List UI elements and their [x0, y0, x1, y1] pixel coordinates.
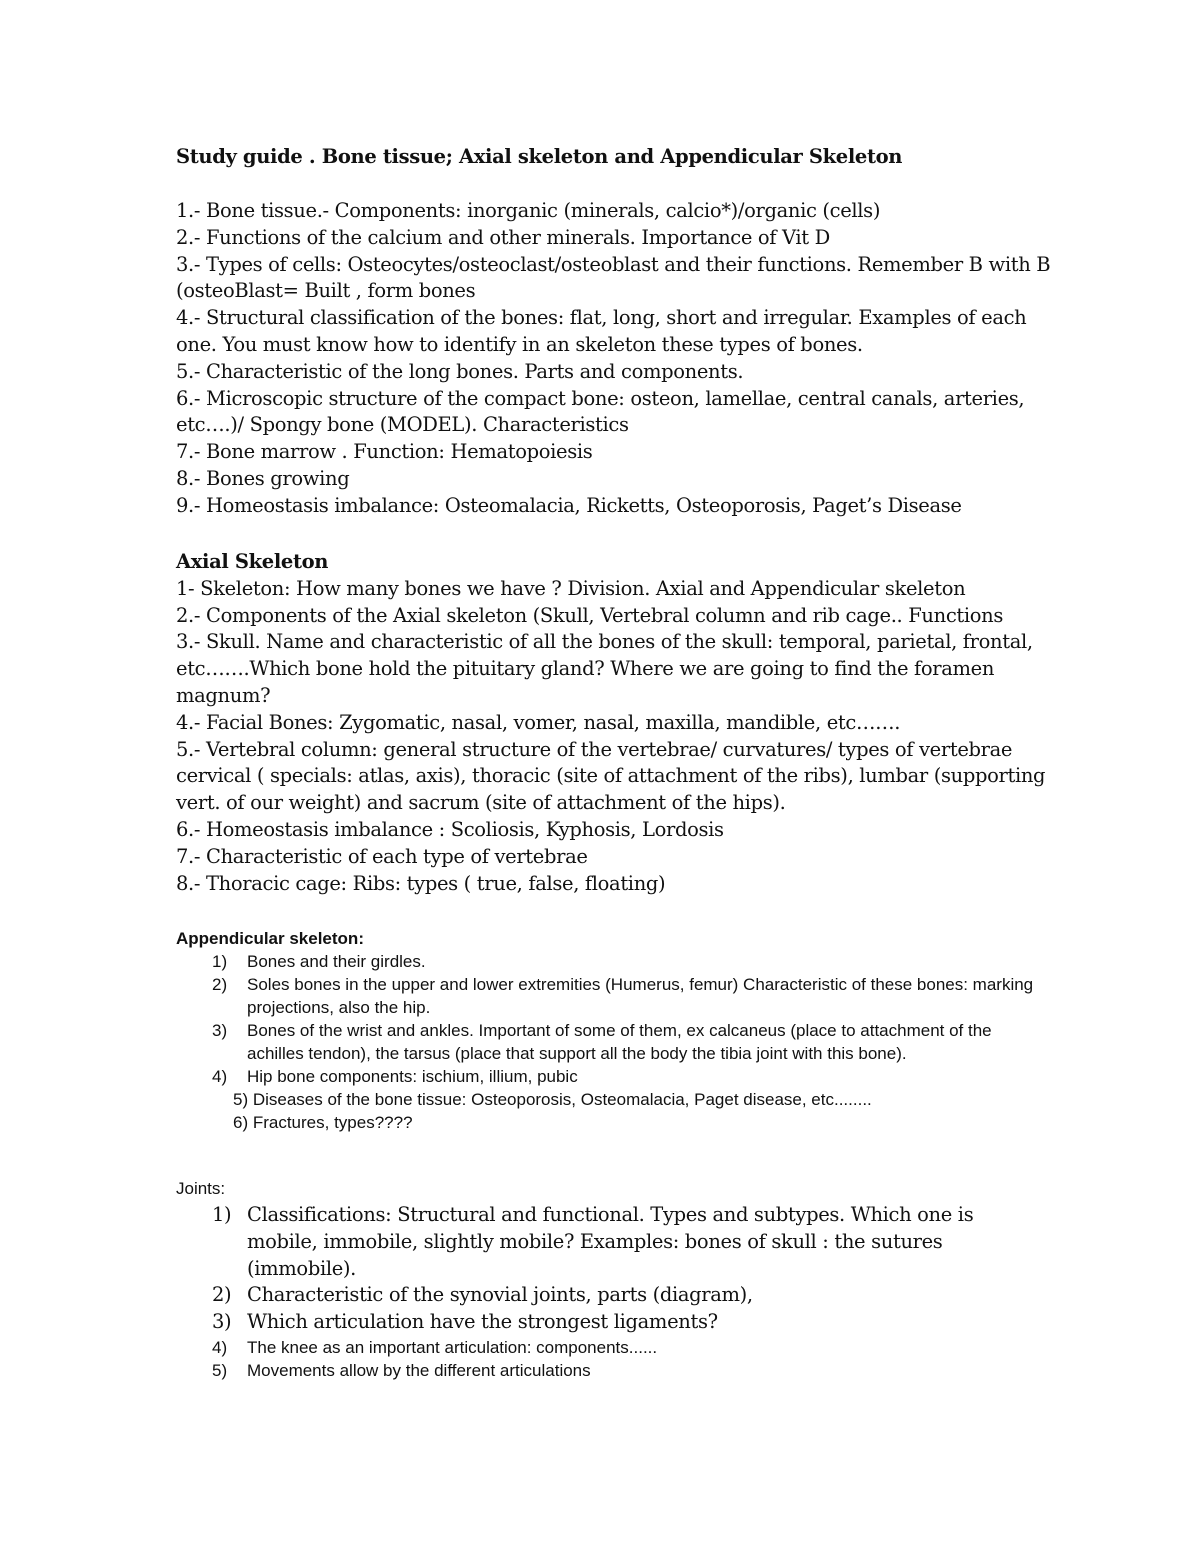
joints-list: [176, 1202, 1036, 1336]
list-item: 3.- Types of cells: Osteocytes/osteoclast/osteoblast and their functions. Remember B with B (osteoBlast= Built , form bones: [176, 252, 1051, 303]
list-item: [176, 1359, 1036, 1382]
list-text: Hip bone components: ischium, illium, pubic: [247, 1067, 578, 1086]
section-heading: Joints:: [176, 1179, 226, 1198]
list-text: Which articulation have the strongest ligaments?: [247, 1310, 718, 1334]
appendicular-skeleton-section: [176, 927, 1036, 1134]
list-item: 6) Fractures, types????: [233, 1113, 413, 1132]
list-item: [176, 1019, 1036, 1065]
list-item: 5.- Characteristic of the long bones. Parts and components.: [176, 359, 744, 383]
list-item: 2.- Components of the Axial skeleton (Skull, Vertebral column and rib cage.. Functions: [176, 603, 1004, 627]
list-item: 9.- Homeostasis imbalance: Osteomalacia, Ricketts, Osteoporosis, Paget’s Disease: [176, 493, 962, 517]
list-item: 3.- Skull. Name and characteristic of all the bones of the skull: temporal, parietal, frontal, etc…….Which bone hold the pituitary gland? Where we are going to find the foramen magnum?: [176, 630, 1033, 707]
list-text: Classifications: Structural and functional. Types and subtypes. Which one is mobile, immobile, slightly mobile? Examples: bones of skull : the sutures (immobile).: [247, 1203, 974, 1280]
list-text: Soles bones in the upper and lower extremities (Humerus, femur) Characteristic of these bones: marking projections, also the hip.: [247, 975, 1034, 1017]
list-number: 5): [212, 1360, 228, 1380]
joints-list-continued: [176, 1336, 1036, 1382]
list-text: Characteristic of the synovial joints, parts (diagram),: [247, 1283, 753, 1307]
list-item: 2.- Functions of the calcium and other minerals. Importance of Vit D: [176, 225, 830, 249]
list-item: 6.- Homeostasis imbalance : Scoliosis, Kyphosis, Lordosis: [176, 817, 724, 841]
document-title-block: [176, 144, 1056, 171]
list-item: 1.- Bone tissue.- Components: inorganic (minerals, calcio*)/organic (cells): [176, 199, 881, 222]
list-text: The knee as an important articulation: components......: [247, 1337, 658, 1357]
list-item: 7.- Bone marrow . Function: Hematopoiesis: [176, 440, 593, 464]
list-number: 3): [212, 1021, 228, 1040]
list-number: 4): [212, 1067, 228, 1086]
section-heading: Appendicular skeleton:: [176, 929, 364, 948]
list-item: 4.- Facial Bones: Zygomatic, nasal, vomer, nasal, maxilla, mandible, etc…….: [176, 710, 901, 734]
list-number: 4): [212, 1337, 228, 1357]
list-item: [176, 1065, 1036, 1088]
list-item: 6.- Microscopic structure of the compact bone: osteon, lamellae, central canals, arteries, etc….)/ Spongy bone (MODEL). Characteristics: [176, 386, 1025, 437]
list-item: 7.- Characteristic of each type of vertebrae: [176, 844, 588, 868]
list-number: 1): [212, 1203, 232, 1226]
list-item: [176, 1336, 1036, 1359]
list-item: 5) Diseases of the bone tissue: Osteoporosis, Osteomalacia, Paget disease, etc........: [233, 1090, 872, 1109]
list-item: [176, 950, 1036, 973]
list-item: [176, 1202, 1036, 1282]
axial-skeleton-section: [176, 549, 1056, 897]
list-number: 3): [212, 1310, 232, 1334]
list-number: 2): [212, 1283, 232, 1307]
list-item: 5.- Vertebral column: general structure of the vertebrae/ curvatures/ types of vertebrae cervical ( specials: atlas, axis), thoracic (site of attachment of the ribs), lumbar (supporting vert. of our weight) and sacrum (site of attachment of the hips).: [176, 737, 1046, 815]
appendicular-list: [176, 950, 1036, 1134]
joints-section: [176, 1177, 1036, 1382]
list-item: [176, 973, 1036, 1019]
list-number: 1): [212, 952, 228, 971]
list-item: 4.- Structural classification of the bones: flat, long, short and irregular. Examples of each one. You must know how to identify in an skeleton these types of bones.: [176, 306, 1027, 356]
bone-tissue-list: [176, 198, 1056, 520]
document-title: Study guide . Bone tissue; Axial skeleton and Appendicular Skeleton: [176, 145, 903, 168]
list-text: Movements allow by the different articulations: [247, 1360, 591, 1380]
list-item: [176, 1282, 1036, 1309]
list-text: Bones of the wrist and ankles. Important of some of them, ex calcaneus (place to attachment of the achilles tendon), the tarsus (place that support all the body the tibia joint with this bone).: [247, 1021, 992, 1063]
list-item: 8.- Bones growing: [176, 466, 350, 490]
list-item: 1- Skeleton: How many bones we have ? Division. Axial and Appendicular skeleton: [176, 576, 966, 600]
list-text: Bones and their girdles.: [247, 952, 426, 971]
section-heading: Axial Skeleton: [176, 550, 329, 573]
list-item: 8.- Thoracic cage: Ribs: types ( true, false, floating): [176, 871, 666, 895]
list-item: [176, 1309, 1036, 1336]
list-number: 2): [212, 975, 228, 994]
